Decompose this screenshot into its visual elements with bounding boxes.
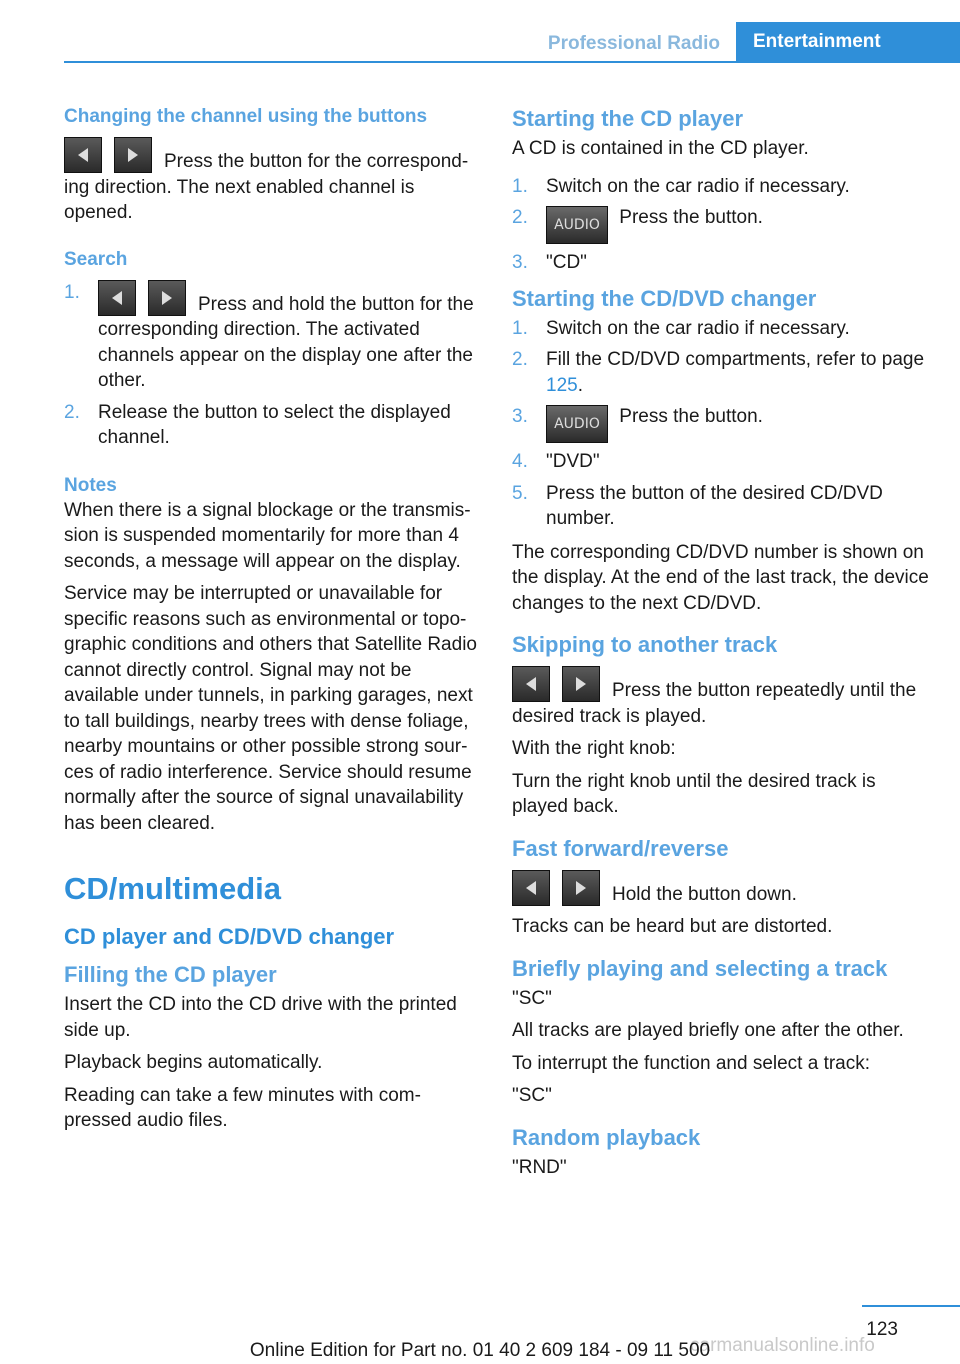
changer-paragraph: The corresponding CD/DVD number is shown on the display. At the end of the last track, the device changes to the next CD/DVD. [512,541,929,614]
heading-notes: Notes [64,474,117,496]
filling-paragraph-2: Playback begins automatically. [64,1052,323,1073]
list-item: 1. Switch on the car radio if necessary. [512,175,850,197]
header-section: Professional Radio [547,33,720,54]
list-item: 3. AUDIO Press the button. [512,404,930,443]
random-paragraph: "RND" [512,1156,567,1178]
next-arrow-icon [562,870,600,906]
list-item: 5. Press the button of the desired CD/DVD number. [512,482,883,529]
heading-random: Random playback [512,1124,701,1150]
heading-cd-changer: CD player and CD/DVD changer [64,924,395,949]
watermark: carmanualsonline.info [690,1335,875,1356]
footer-rule [862,1305,960,1307]
header-chapter-tab: Entertainment [736,22,960,62]
heading-starting-changer: Starting the CD/DVD changer [512,285,817,311]
page-link[interactable]: 125 [546,374,578,396]
list-item: 2. Fill the CD/DVD compartments, refer to page 125. [512,349,925,396]
heading-search: Search [64,248,128,270]
skipping-paragraph-3: Turn the right knob until the desired track is played back. [512,770,876,817]
starting-cd-paragraph: A CD is contained in the CD player. [512,138,809,159]
filling-paragraph-1: Insert the CD into the CD drive with the printed side up. [64,994,457,1041]
fast-paragraph-1: Hold the button down. [512,870,930,908]
prev-arrow-icon [64,137,102,173]
briefly-paragraph-2: All tracks are played briefly one after the other. [512,1020,904,1041]
list-item: 1. Press and hold the button for the corresponding direction. The activated channels appear on the display one after the other. [64,281,474,391]
list-item: 2. AUDIO Press the button. [512,205,930,244]
audio-button-icon: AUDIO [546,405,608,443]
list-item: 1. Switch on the car radio if necessary. [512,317,850,339]
next-arrow-icon [148,280,186,316]
fast-paragraph-2: Tracks can be heard but are distorted. [512,916,833,937]
prev-arrow-icon [512,870,550,906]
audio-button-icon: AUDIO [546,206,608,244]
heading-fast-forward: Fast forward/reverse [512,835,729,861]
heading-starting-cd: Starting the CD player [512,106,744,131]
list-item: 2. Release the button to select the displayed channel. [64,401,451,448]
heading-filling-cd: Filling the CD player [64,962,277,987]
heading-cd-multimedia: CD/multimedia [64,871,282,906]
changer-list [512,316,930,532]
notes-paragraph-1: When there is a signal blockage or the transmis-sion is suspended momentarily for more than 4 seconds, a message will appear on the display. [64,499,471,572]
skipping-paragraph-2: With the right knob: [512,738,676,759]
skipping-paragraph-1: Press the button repeatedly until the desired track is played. [512,666,930,729]
list-item: 3. "CD" [512,252,587,273]
prev-arrow-icon [512,666,550,702]
notes-paragraph-2: Service may be interrupted or unavailable for specific reasons such as environmental or topo-graphic conditions and others that Satellite Radio cannot directly control. Signal may not be available under tunnels, in parking garages, next to tall buildings, nearby trees with dense foliage, nearby mountains or other possible strong sour-ces of radio interference. Service should resume normally after the source of signal unavailability has been cleared. [64,583,477,834]
prev-arrow-icon [98,280,136,316]
heading-skipping: Skipping to another track [512,632,778,657]
heading-briefly: Briefly playing and selecting a track [512,955,888,981]
filling-paragraph-3: Reading can take a few minutes with com-pressed audio files. [64,1084,421,1131]
page-number: 123 [866,1319,898,1340]
next-arrow-icon [114,137,152,173]
starting-cd-list [512,174,930,276]
paragraph-changing-channel: Press the button for the correspond-ing direction. The next enabled channel is opened. [64,137,482,226]
briefly-paragraph-4: "SC" [512,1085,552,1106]
footer-edition: Online Edition for Part no. 01 40 2 609 184 - 09 11 500 [249,1340,711,1361]
briefly-paragraph-3: To interrupt the function and select a track: [512,1052,871,1074]
left-column [64,100,482,1141]
briefly-paragraph-1: "SC" [512,987,552,1009]
search-list [64,280,482,451]
heading-changing-channel: Changing the channel using the buttons [64,106,428,127]
next-arrow-icon [562,666,600,702]
list-item: 4. "DVD" [512,451,600,472]
right-column [512,100,930,1187]
